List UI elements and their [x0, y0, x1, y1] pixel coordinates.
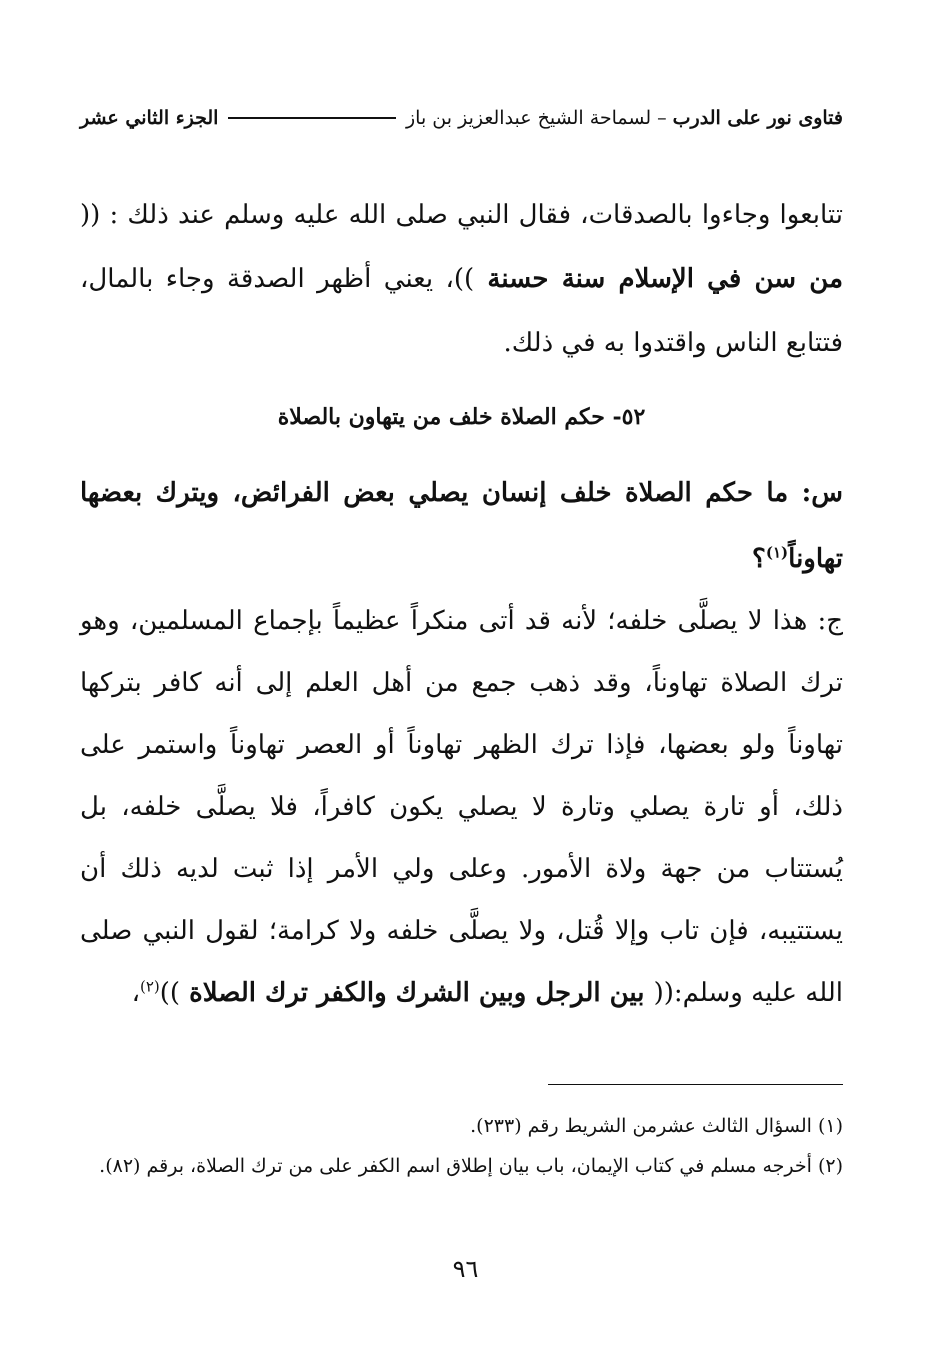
paragraph1-text-start: تتابعوا وجاءوا بالصدقات، فقال النبي صلى الله عليه وسلم عند ذلك : ((: [80, 200, 843, 230]
footnote-separator: [548, 1084, 843, 1085]
answer-paragraph: [80, 590, 843, 1024]
section-title: حكم الصلاة خلف من يتهاون بالصلاة: [277, 404, 605, 430]
hadith-quote-1: من سن في الإسلام سنة حسنة: [474, 264, 844, 294]
answer-end: ،: [131, 978, 140, 1008]
footnote-1: (١) السؤال الثالث عشرمن الشريط رقم (٢٣٣).: [470, 1115, 843, 1137]
book-title: فتاوى نور على الدرب: [672, 107, 843, 129]
question-text: ما حكم الصلاة خلف إنسان يصلي بعض الفرائض، ويترك بعضها تهاوناً: [80, 478, 843, 574]
header-separator: –: [657, 107, 667, 129]
section-heading: [80, 404, 843, 430]
header-rule: [228, 117, 396, 119]
quote-close: )): [159, 978, 181, 1008]
question-paragraph: [80, 460, 843, 592]
author-name: لسماحة الشيخ عبدالعزيز بن باز: [406, 107, 652, 129]
footnote-ref-2: (٢): [140, 977, 160, 996]
footnote-ref-1: (١): [765, 543, 789, 562]
footnotes: [80, 1106, 843, 1186]
answer-prefix: ج:: [817, 606, 843, 636]
question-prefix: س:: [801, 478, 843, 508]
paragraph1-text-end: ))، يعني أظهر الصدقة وجاء بالمال، فتتابع الناس واقتدوا به في ذلك.: [80, 264, 843, 358]
page-number: ٩٦: [452, 1255, 479, 1283]
hadith-quote-2: بين الرجل وبين الشرك والكفر ترك الصلاة: [180, 978, 654, 1008]
question-mark: ؟: [752, 544, 766, 574]
volume-label: الجزء الثاني عشر: [80, 107, 219, 129]
section-number: ٥٢-: [612, 404, 646, 430]
paragraph-continuation: [80, 183, 843, 375]
answer-text: هذا لا يصلَّى خلفه؛ لأنه قد أتى منكراً عظيماً بإجماع المسلمين، وهو ترك الصلاة تهاوناً، وقد ذهب جمع من أهل العلم إلى أنه كافر بتركها تهاوناً ولو بعضها، فإذا ترك الظهر تهاوناً أو العصر تهاوناً واستمر على ذلك، أو تارة يصلي وتارة لا يصلي يكون كافراً، فلا يصلَّى خلفه، بل يُستتاب من جهة ولاة الأمور. وعلى ولي الأمر إذا ثبت لديه ذلك أن يستتيبه، فإن تاب وإلا قُتل، ولا يصلَّى خلفه ولا كرامة؛ لقول النبي صلى الله عليه وسلم:((: [80, 606, 843, 1008]
running-header: [80, 100, 843, 136]
footnote-2: (٢) أخرجه مسلم في كتاب الإيمان، باب بيان إطلاق اسم الكفر على من ترك الصلاة، برقم (٨٢).: [99, 1155, 843, 1177]
